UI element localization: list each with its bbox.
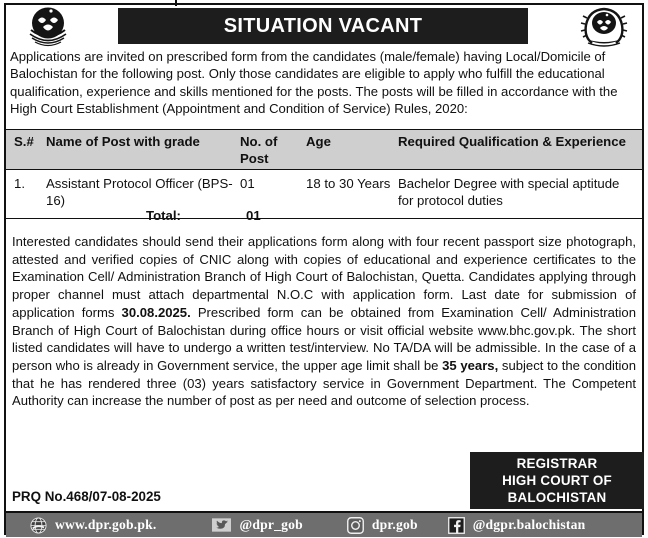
cell-serial: 1.: [14, 176, 25, 191]
column-header-serial: S.#: [14, 134, 34, 149]
signature-line-registrar: REGISTRAR: [516, 456, 598, 471]
situation-vacant-banner: [118, 8, 528, 44]
footer-website[interactable]: [30, 517, 156, 534]
total-label: Total:: [146, 208, 181, 223]
posts-table: [6, 129, 642, 223]
footer-twitter-handle: @dpr_gob: [239, 517, 303, 532]
instructions-part-one: Interested candidates should send their applications form along with four recent passport size photograph, attested and verified copies of CNIC along with copies of educational and experience certificates to the Examination Cell/ Administration Branch of High Court of Balochistan, Quetta. Candidates applying through proper channel must attach departmental N.O.C with application form. Last date for submission of application forms: [12, 234, 636, 320]
cell-requirement: Bachelor Degree with special aptitude for protocol duties: [398, 176, 620, 208]
instagram-icon: [347, 517, 364, 534]
social-media-footer: [6, 511, 642, 537]
balochistan-government-emblem-icon: [24, 6, 72, 48]
instructions-part-two: Prescribed form can be obtained from Examination Cell/ Administration Branch of High Court of Balochistan during office hours or visit official website www.bhc.gov.pk. The short listed candidates will have to undergo a written test/interview. No TA/DA will be admissible. In the case of a person who is already in Government service, the upper age limit shall be: [12, 304, 636, 373]
footer-facebook-handle: @dgpr.balochistan: [472, 517, 586, 532]
banner-title: SITUATION VACANT: [223, 14, 423, 37]
table-row: [6, 170, 642, 223]
column-header-number-of-post: No. of Post: [240, 134, 278, 166]
twitter-icon: [212, 518, 231, 532]
instructions-part-three: subject to the condition that he has rendered three (03) years satisfactory service in Government Department. The Competent Authority can increase the number of post as per need and outcome of selection process.: [12, 357, 637, 409]
signature-line-balochistan: BALOCHISTAN: [507, 490, 607, 505]
footer-instagram-handle: dpr.gob: [371, 517, 418, 532]
footer-twitter[interactable]: [212, 517, 302, 533]
footer-facebook[interactable]: [448, 517, 586, 534]
column-header-requirement: Required Qualification & Experience: [398, 134, 626, 149]
high-court-balochistan-emblem-icon: [578, 6, 630, 48]
footer-instagram[interactable]: [347, 517, 418, 534]
facebook-icon: [448, 517, 465, 534]
total-value: 01: [246, 208, 261, 223]
cell-age: 18 to 30 Years: [306, 176, 391, 191]
prq-reference-number: PRQ No.468/07-08-2025: [12, 489, 161, 504]
upper-age-limit: 35 years,: [442, 357, 499, 373]
cell-post-name: Assistant Protocol Officer (BPS-16): [46, 176, 233, 208]
deadline-date: 30.08.2025.: [121, 304, 191, 320]
column-header-age: Age: [306, 134, 331, 149]
signature-block: [470, 452, 644, 509]
advertisement-header: [6, 5, 642, 47]
globe-icon: [30, 517, 47, 534]
table-bottom-rule: [6, 218, 642, 219]
instructions-paragraph: [12, 233, 636, 410]
signature-line-high-court: HIGH COURT OF: [502, 473, 612, 488]
introduction-paragraph: Applications are invited on prescribed form from the candidates (male/female) having Local/Domicile of Balochistan for the following post. Only those candidates are eligible to apply who fulfill the educational qualification, experience and skills mentioned for the posts. The posts will be filled in accordance with the High Court Establishment (Appointment and Condition of Service) Rules, 2020:: [10, 49, 618, 117]
cell-number: 01: [240, 176, 255, 191]
footer-website-label: www.dpr.gob.pk.: [55, 517, 157, 532]
column-header-post: Name of Post with grade: [46, 134, 200, 149]
table-header-row: [6, 129, 642, 170]
